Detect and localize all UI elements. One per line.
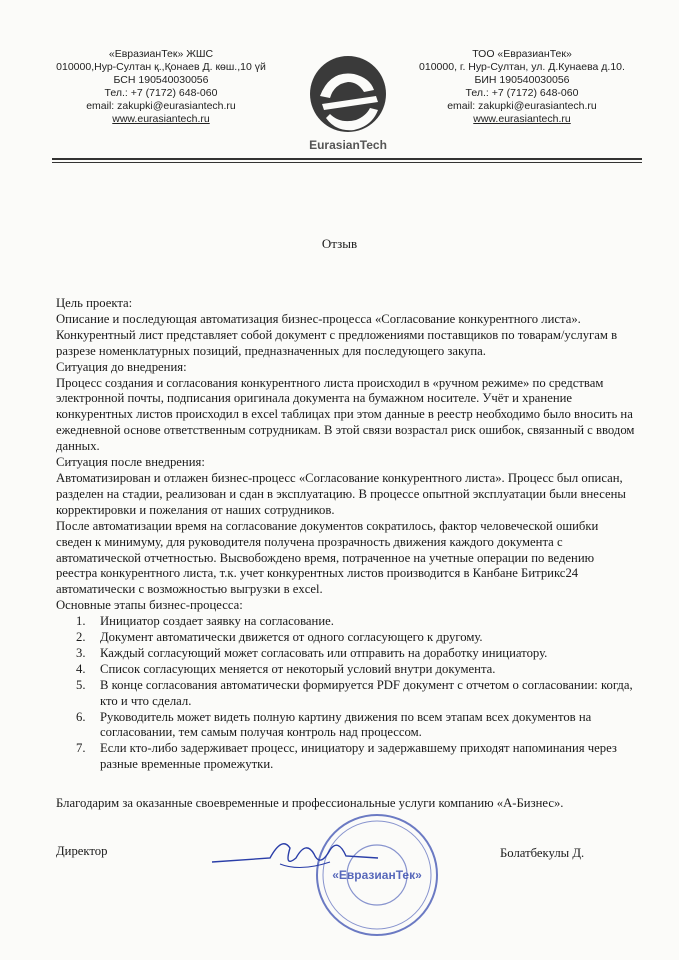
list-item-number: 1. xyxy=(76,614,86,629)
logo-wordmark: EurasianTech xyxy=(309,138,387,152)
list-item-text: Документ автоматически движется от одного согласующего к другому. xyxy=(100,630,483,645)
signer-role: Директор xyxy=(56,844,108,858)
list-item-text: Список согласующих меняется от некоторый условий внутри документа. xyxy=(100,661,496,676)
list-item xyxy=(56,646,636,662)
list-item-number: 2. xyxy=(76,630,86,645)
list-item xyxy=(56,614,636,630)
list-item xyxy=(56,678,636,710)
list-item-number: 5. xyxy=(76,677,86,692)
letterhead-left-kazakh xyxy=(36,48,286,126)
list-item-number: 3. xyxy=(76,645,86,660)
list-item xyxy=(56,710,636,742)
bin-ru: БИН 190540030056 xyxy=(474,74,570,86)
list-item-text: Руководитель может видеть полную картину движения по всем этапам всех документов на согласовании, тем самым получая контроль над процессом. xyxy=(100,709,592,740)
letterhead-right-russian xyxy=(397,48,647,126)
list-item-number: 6. xyxy=(76,709,86,724)
email-ru[interactable]: email: zakupki@eurasiantech.ru xyxy=(447,100,597,112)
after-text-1: Автоматизирован и отлажен бизнес-процесс «Согласование конкурентного листа». Процесс был описан, разделен на стадии, реализован и сдан в эксплуатацию. В процессе опытной эксплуатации были внесены корректировки и пожелания от наших сотрудников. xyxy=(56,470,626,517)
list-item xyxy=(56,741,636,773)
goal-text: Описание и последующая автоматизация бизнес-процесса «Согласование конкурентного листа». Конкурентный лист представляет собой документ с предложениями поставщиков по товарам/услугам в разрезе номенклатурных позиций, предназначенных для последующего закупа. xyxy=(56,311,618,358)
after-heading: Ситуация после внедрения: xyxy=(56,455,205,470)
list-item-text: Каждый согласующий может согласовать или отправить на доработку инициатору. xyxy=(100,645,548,660)
handwritten-signature-icon xyxy=(210,828,380,878)
bin-kz: БСН 190540030056 xyxy=(113,74,209,86)
before-text: Процесс создания и согласования конкурентного листа происходил в «ручном режиме» по средствам электронной почты, подписания оригинала документа на бумажном носителе. Учёт и хранение конкурентных листов происходил в excel таблицах при этом данные в реестр необходимо было вносить на ежедневной основе ответственным сотрудникам. В этой связи возрастал риск ошибок, связанный с вводом данных. xyxy=(56,375,635,454)
website-link-ru[interactable]: www.eurasiantech.ru xyxy=(473,113,571,125)
before-heading: Ситуация до внедрения: xyxy=(56,359,187,374)
stages-heading: Основные этапы бизнес-процесса: xyxy=(56,598,243,613)
document-title: Отзыв xyxy=(321,236,358,251)
goal-heading: Цель проекта: xyxy=(56,296,133,310)
address-ru: 010000, г. Нур-Султан, ул. Д.Кунаева д.10. xyxy=(419,61,625,73)
list-item-number: 4. xyxy=(76,661,86,676)
signer-name: Болатбекулы Д. xyxy=(500,846,585,860)
list-item xyxy=(56,630,636,646)
after-text-2: После автоматизации время на согласование документов сократилось, фактор человеческой ошибки сведен к минимуму, для руководителя получена прозрачность движения каждого документа с автоматической отчетностью. Высвобождено время, потраченное на учетные операции по ведению реестра конкурентного листа, т.к. учет конкурентных листов производится в Канбане Битрикс24 автоматически с возможностью выгрузки в excel. xyxy=(56,518,599,597)
list-item xyxy=(56,662,636,678)
list-item-text: В конце согласования автоматически формируется PDF документ с отчетом о согласовании: когда, кто и что сделал. xyxy=(100,677,633,708)
closing-text: Благодарим за оказанные своевременные и профессиональные услуги компанию «А-Бизнес». xyxy=(56,796,564,810)
company-name-kz: «ЕвразианТек» ЖШС xyxy=(108,48,214,60)
list-item-number: 7. xyxy=(76,741,86,756)
website-link-kz[interactable]: www.eurasiantech.ru xyxy=(112,113,210,125)
email-kz[interactable]: email: zakupki@eurasiantech.ru xyxy=(86,100,236,112)
header-divider-thin xyxy=(52,162,642,163)
phone-ru: Тел.: +7 (7172) 648-060 xyxy=(465,87,579,99)
document-body xyxy=(56,296,636,773)
company-name-ru: ТОО «ЕвразианТек» xyxy=(472,48,572,60)
list-item-text: Если кто-либо задерживает процесс, инициатору и задержавшему приходят напоминания через разные временные промежутки. xyxy=(100,741,617,772)
list-item-text: Инициатор создает заявку на согласование. xyxy=(100,614,334,629)
phone-kz: Тел.: +7 (7172) 648-060 xyxy=(104,87,218,99)
address-kz: 010000,Нур-Султан қ.,Қонаев Д. көш.,10 үй xyxy=(56,61,266,73)
header-divider-thick xyxy=(52,158,642,160)
letterhead xyxy=(0,0,679,185)
stages-list xyxy=(56,614,636,773)
stamp-text: «ЕвразианТек» xyxy=(332,868,422,882)
